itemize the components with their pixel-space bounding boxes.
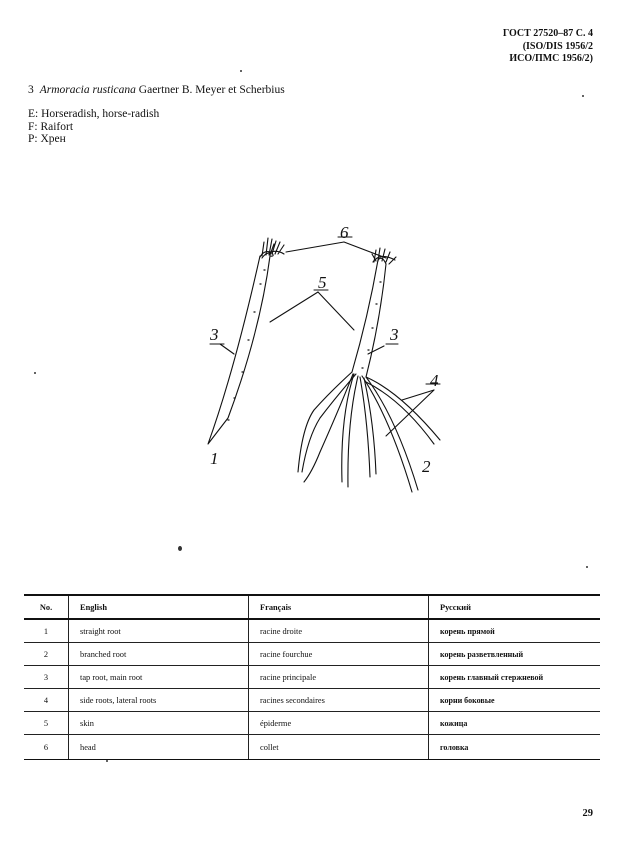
row-no: 5 [24, 712, 69, 735]
row-french: racine droite [249, 619, 429, 643]
entry-number: 3 [28, 84, 34, 96]
table-row [24, 712, 600, 735]
row-english: head [69, 735, 249, 760]
figure-label-2: 2 [422, 457, 431, 476]
figure-label-5: 5 [318, 273, 327, 292]
figure-label-4: 4 [430, 371, 439, 390]
figure-label-1: 1 [210, 449, 219, 468]
row-russian: кожица [429, 712, 601, 735]
row-russian: головка [429, 735, 601, 760]
row-no: 2 [24, 643, 69, 666]
row-french: racine fourchue [249, 643, 429, 666]
header-no: No. [24, 595, 69, 619]
table-row [24, 619, 600, 643]
row-french: collet [249, 735, 429, 760]
terms-table [24, 594, 600, 760]
row-english: straight root [69, 619, 249, 643]
row-russian: корни боковые [429, 689, 601, 712]
row-english: branched root [69, 643, 249, 666]
header-french: Français [249, 595, 429, 619]
standard-header [393, 28, 593, 66]
figure-label-3b: 3 [390, 325, 399, 344]
row-russian: корень прямой [429, 619, 601, 643]
branched-root [352, 260, 386, 377]
row-russian: корень разветвленный [429, 643, 601, 666]
horseradish-illustration [190, 222, 450, 502]
row-no: 4 [24, 689, 69, 712]
table-row [24, 666, 600, 689]
latin-name: Armoracia rusticana [39, 84, 136, 96]
scan-speck [106, 760, 108, 762]
header-english: English [69, 595, 249, 619]
row-french: épiderme [249, 712, 429, 735]
scan-speck [586, 566, 588, 568]
iso-reference: (ISO/DIS 1956/2 [522, 40, 593, 52]
table-row [24, 689, 600, 712]
figure-label-3a: 3 [210, 325, 219, 344]
table-header-row [24, 595, 600, 619]
row-english: tap root, main root [69, 666, 249, 689]
page-number: 29 [582, 808, 593, 819]
russian-name: P: Хрен [28, 133, 66, 145]
row-english: side roots, lateral roots [69, 689, 249, 712]
iso-reference-ru: ИСО/ПМС 1956/2) [509, 53, 593, 64]
row-french: racine principale [249, 666, 429, 689]
row-no: 3 [24, 666, 69, 689]
table-row [24, 643, 600, 666]
entry-title [28, 84, 285, 96]
row-no: 1 [24, 619, 69, 643]
figure-label-6: 6 [340, 223, 349, 242]
row-russian: корень главный стержневой [429, 666, 601, 689]
english-name: E: Horseradish, horse-radish [28, 108, 160, 120]
scan-speck [34, 372, 36, 374]
row-french: racines secondaires [249, 689, 429, 712]
common-names [28, 108, 159, 146]
scan-speck [582, 95, 584, 97]
header-russian: Русский [429, 595, 601, 619]
scan-speck [240, 70, 242, 72]
authors: Gaertner B. Meyer et Scherbius [138, 84, 285, 96]
standard-code: ГОСТ 27520–87 С. 4 [502, 28, 593, 39]
table-row [24, 735, 600, 760]
french-name: F: Raifort [28, 120, 74, 133]
row-no: 6 [24, 735, 69, 760]
row-english: skin [69, 712, 249, 735]
scan-speck [178, 546, 182, 551]
